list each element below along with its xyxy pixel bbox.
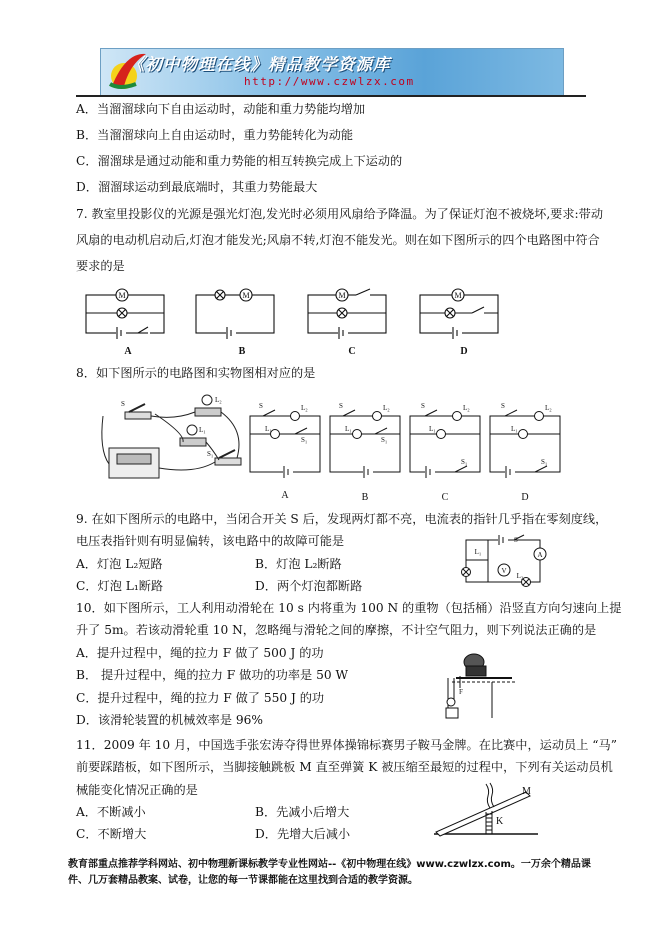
q7-label-a: A <box>124 346 132 357</box>
footer-line-1: 教育部重点推荐学科网站、初中物理新课标教学专业性网站--《初中物理在线》www.czwlzx.com。一万余个精品课 <box>68 859 591 870</box>
q11-springboard-figure <box>432 780 542 838</box>
header-url[interactable]: http://www.czwlzx.com <box>244 75 415 88</box>
q8-circuit-b <box>330 410 400 478</box>
q7-circuit-figures <box>80 285 520 357</box>
q9-meter-v: V <box>501 567 507 575</box>
q7-motor-label-b: M <box>242 291 250 300</box>
q8-b-l1: L₁ <box>345 425 352 433</box>
q8-c-s1: S₁ <box>461 458 468 466</box>
q9-l1-label: L₁ <box>474 548 482 556</box>
q9-l2-label: L₂ <box>516 572 524 580</box>
q10-option-b: B． 提升过程中，绳的拉力 F 做功的功率是 50 W <box>76 668 349 682</box>
q8-phys-l2: L₂ <box>215 396 222 404</box>
q7-text-2: 风扇的电动机启动后,灯泡才能发光;风扇不转,灯泡不能发光。则在如下图所示的四个电路图中符合 <box>76 233 600 247</box>
q7-text-1: 7. 教室里投影仪的光源是强光灯泡,发光时必须用风扇给予降温。为了保证灯泡不被烧坏,要求:带动 <box>76 207 604 221</box>
q11-text-3: 械能变化情况正确的是 <box>76 783 198 797</box>
q8-d-l1: L₁ <box>511 425 518 433</box>
q8-c-l2: L₂ <box>463 404 470 412</box>
q11-option-b: B．先减小后增大 <box>255 805 350 819</box>
q8-label-a: A <box>281 490 289 501</box>
q9-circuit <box>458 532 548 590</box>
q8-c-l1: L₁ <box>429 425 436 433</box>
q9-option-d: D．两个灯泡都断路 <box>255 579 363 593</box>
q11-label-m: M <box>522 786 531 797</box>
header-title: 《初中物理在线》精品教学资源库 <box>128 55 391 74</box>
q9-meter-a: A <box>537 551 543 559</box>
q8-phys-s1: S₁ <box>207 450 214 458</box>
q7-circuit-b <box>196 289 274 339</box>
q6-option-b: B．当溜溜球向上自由运动时，重力势能转化为动能 <box>76 128 354 142</box>
q9-option-b: B．灯泡 L₂断路 <box>255 557 342 571</box>
q8-label-b: B <box>361 492 369 503</box>
q8-text: 8．如下图所示的电路图和实物图相对应的是 <box>76 366 316 380</box>
q10-text-1: 10．如下图所示，工人利用动滑轮在 10 s 内将重为 100 N 的重物（包括桶）沿竖直方向匀速向上提 <box>76 601 622 615</box>
q11-text-1: 11．2009 年 10 月，中国选手张宏涛夺得世界体操锦标赛男子鞍马金牌。在比赛中，运动员上 “马” <box>76 738 617 752</box>
q7-motor-label-a: M <box>118 291 126 300</box>
q8-a-l1: L₁ <box>265 425 272 433</box>
q9-switch-label: S <box>514 536 518 544</box>
q10-option-d: D．该滑轮装置的机械效率是 96% <box>76 713 263 727</box>
q8-phys-l1: L₁ <box>199 426 206 434</box>
q6-option-c: C．溜溜球是通过动能和重力势能的相互转换完成上下运动的 <box>76 154 403 168</box>
q7-circuit-c <box>308 289 386 339</box>
q8-a-s: S <box>259 402 263 410</box>
q8-circuit-c <box>410 410 480 478</box>
q8-d-l2: L₂ <box>545 404 552 412</box>
q8-circuit-a <box>250 410 320 478</box>
q11-option-d: D．先增大后减小 <box>255 827 351 841</box>
q10-text-2: 升了 5m。若该动滑轮重 10 N，忽略绳与滑轮之间的摩擦，不计空气阻力，则下列说法正确的是 <box>76 623 597 637</box>
q8-label-c: C <box>441 492 449 503</box>
q8-phys-s: S <box>121 400 125 408</box>
q7-label-d: D <box>460 346 468 357</box>
q8-b-s1: S₁ <box>381 436 388 444</box>
q11-label-k: K <box>496 816 504 827</box>
q10-force-label: F <box>459 688 463 696</box>
q6-option-d: D．溜溜球运动到最底端时，其重力势能最大 <box>76 180 318 194</box>
q7-label-b: B <box>238 346 246 357</box>
q9-text-2: 电压表指针则有明显偏转，该电路中的故障可能是 <box>76 534 345 548</box>
q6-option-a: A．当溜溜球向下自由运动时，动能和重力势能均增加 <box>76 102 366 116</box>
q11-option-c: C．不断增大 <box>76 827 147 841</box>
q8-d-s1: S₁ <box>541 458 548 466</box>
page-footer <box>68 857 598 889</box>
q7-motor-label-c: M <box>338 291 346 300</box>
q8-label-d: D <box>521 492 529 503</box>
q7-text-3: 要求的是 <box>76 259 125 273</box>
q8-circuit-d <box>490 410 560 478</box>
q8-b-s: S <box>339 402 343 410</box>
q8-a-s1: S₁ <box>301 436 308 444</box>
q9-text-1: 9. 在如下图所示的电路中，当闭合开关 S 后，发现两灯都不亮，电流表的指针几乎指在零刻度线， <box>76 512 608 526</box>
q8-c-s: S <box>421 402 425 410</box>
q10-option-a: A．提升过程中，绳的拉力 F 做了 500 J 的功 <box>76 646 324 660</box>
q8-figures <box>95 390 565 505</box>
q9-option-c: C．灯泡 L₁断路 <box>76 579 164 593</box>
header-divider <box>76 95 586 97</box>
q10-option-c: C．提升过程中，绳的拉力 F 做了 550 J 的功 <box>76 691 325 705</box>
footer-line-2: 件、几万套精品教案、试卷，让您的每一节课都能在这里找到合适的教学资源。 <box>68 875 418 886</box>
q8-b-l2: L₂ <box>383 404 390 412</box>
q8-d-s: S <box>501 402 505 410</box>
q7-motor-label-d: M <box>454 291 462 300</box>
q11-text-2: 前要踩踏板，如下图所示，当脚接触跳板 M 直至弹簧 K 被压缩至最短的过程中，下列有关运动员机 <box>76 760 613 774</box>
q10-pulley-figure <box>432 648 522 722</box>
q11-option-a: A．不断减小 <box>76 805 146 819</box>
q7-label-c: C <box>348 346 356 357</box>
q9-option-a: A．灯泡 L₂短路 <box>76 557 163 571</box>
q8-a-l2: L₂ <box>301 404 308 412</box>
